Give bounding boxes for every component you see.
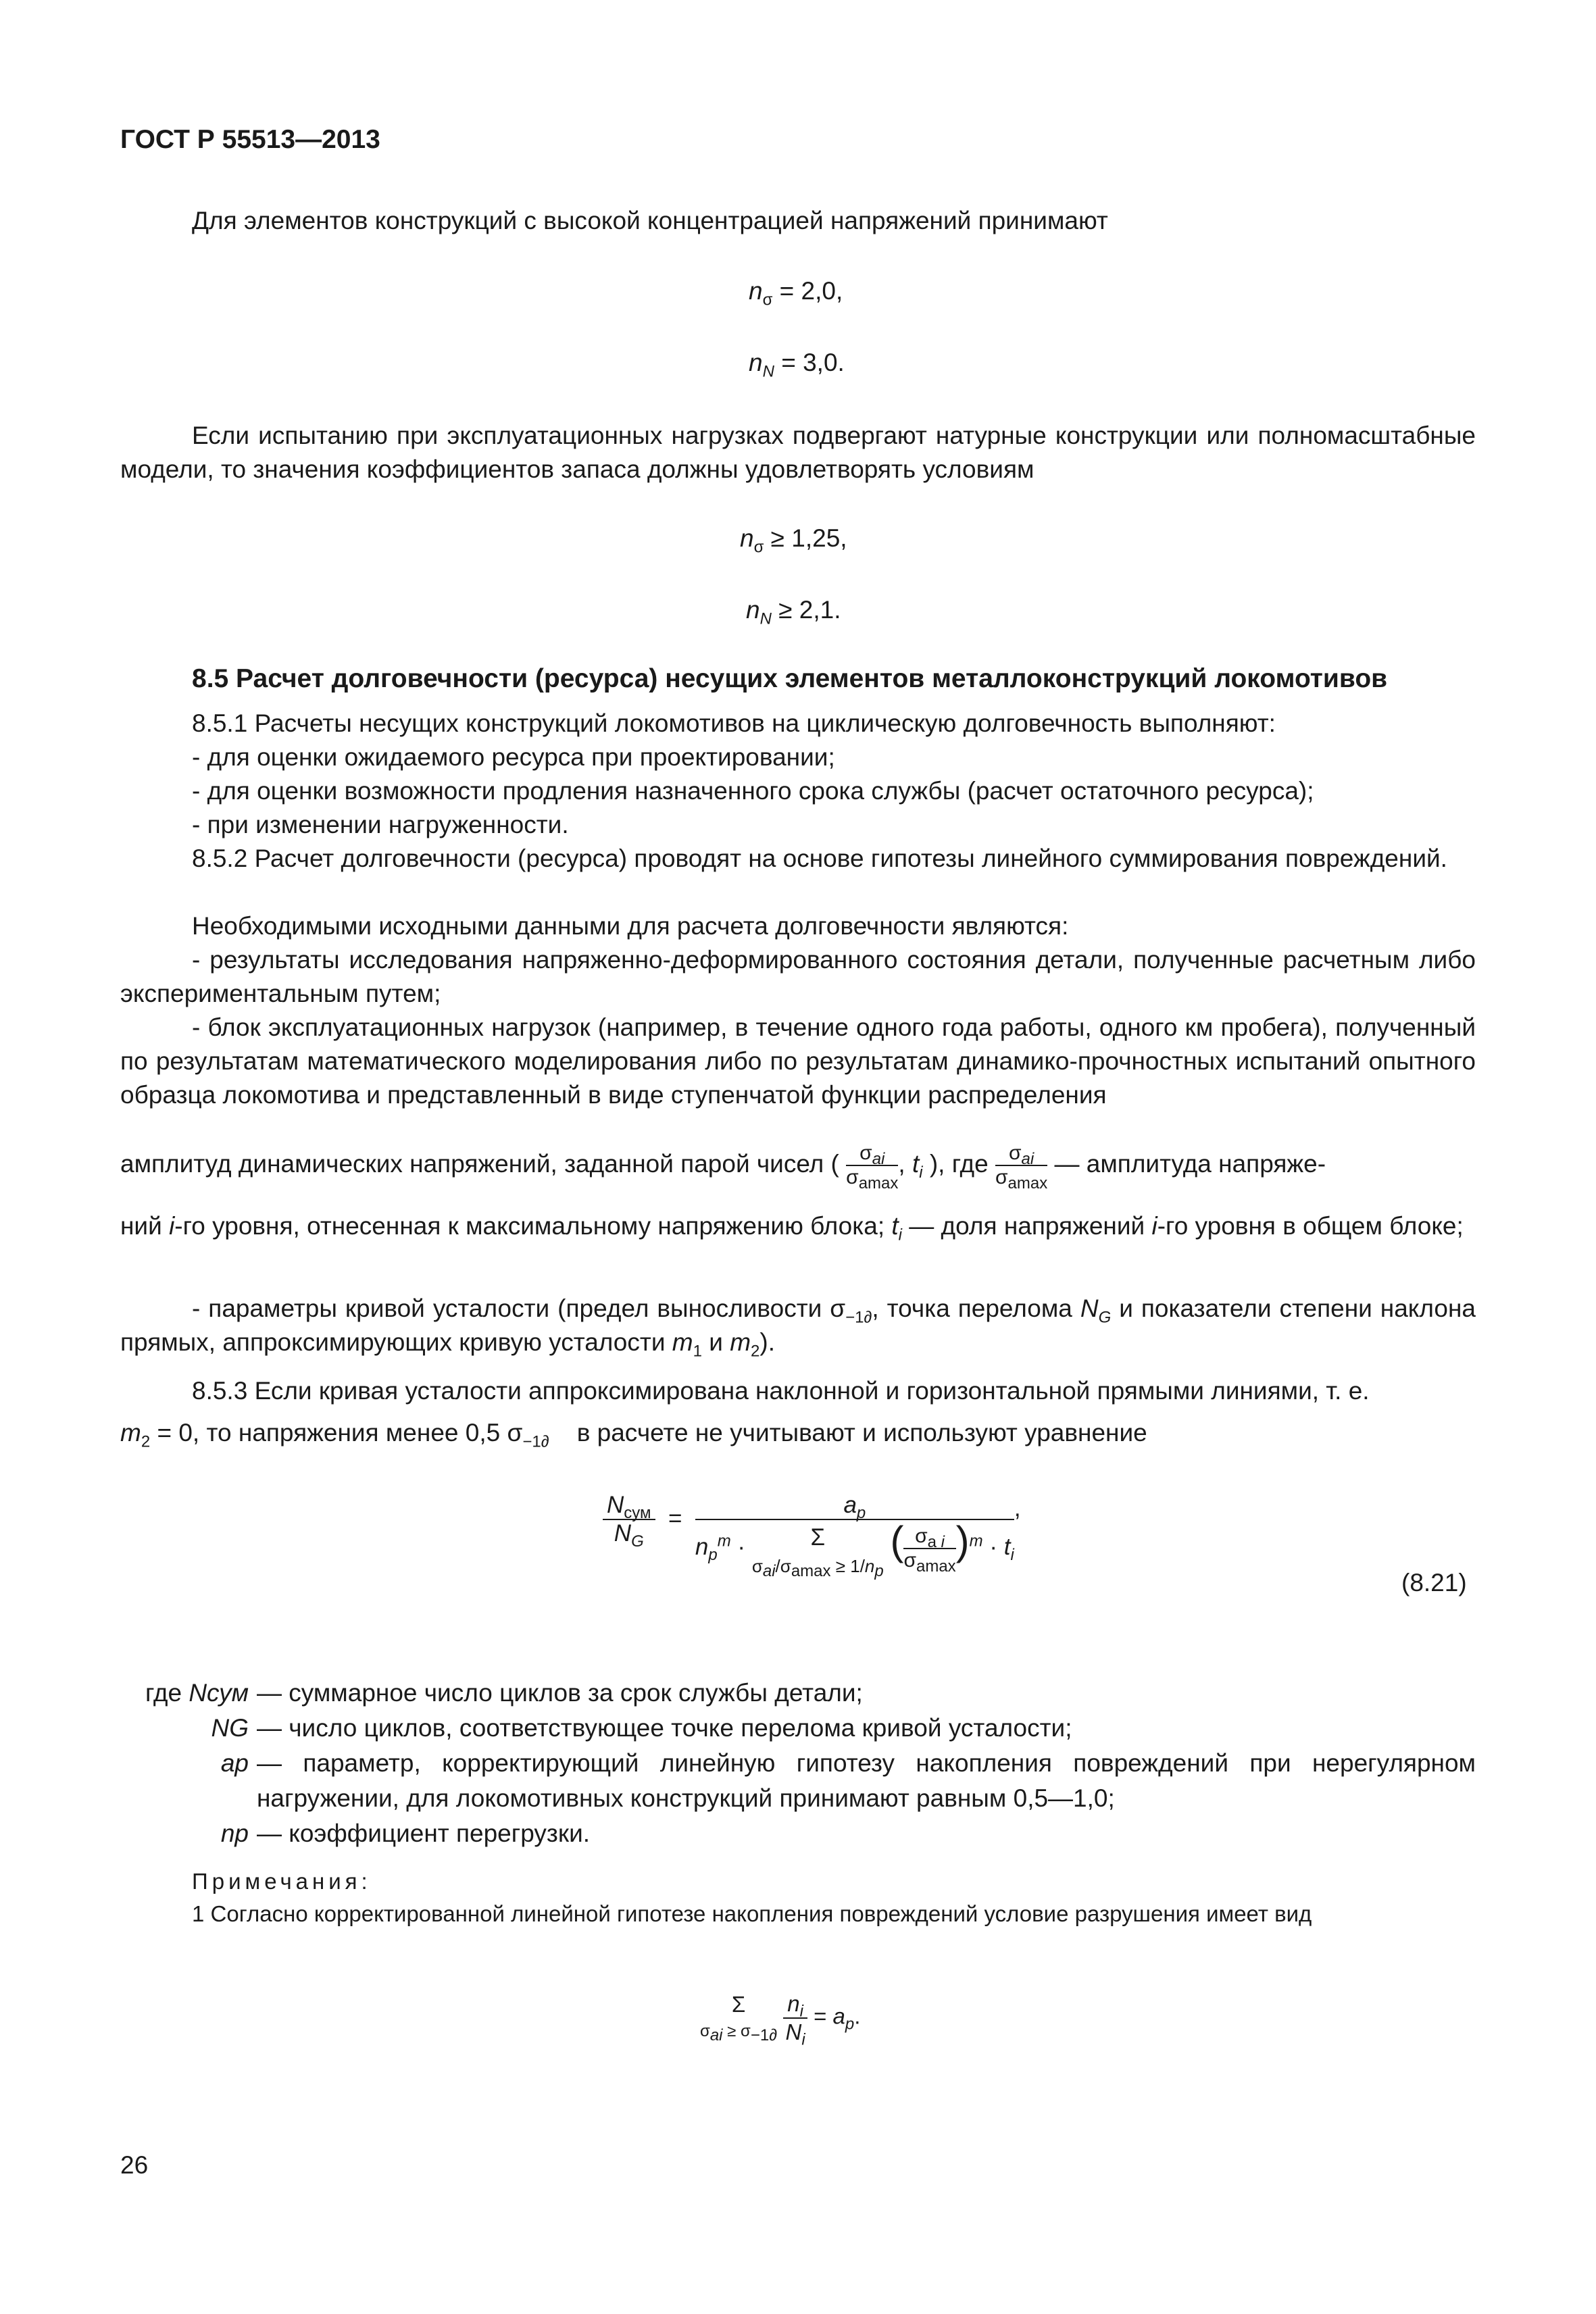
equation-n-N-1-value: = 3,0. xyxy=(781,349,845,376)
rhs-fraction: $a_p$ $n_p^m \cdot \Sigma$ $\sigma_{ai}/\sigma_{amax} \ge 1/n_p$ ( $\frac{\sigma_{a i}}{\sigma_{amax}}$ )$^m \cdot t_i$ xyxy=(695,1492,1014,1581)
list-item-extension: - для оценки возможности продления назначенного срока службы (расчет остаточного ресурса); xyxy=(192,777,1314,805)
text-amplitudes: амплитуд динамических напряжений, заданной парой чисел ( xyxy=(120,1149,839,1178)
paragraph-8-5-2: 8.5.2 Расчет долговечности (ресурса) проводят на основе гипотезы линейного суммирования повреждений. xyxy=(192,845,1447,872)
fraction-sigma-ai-over-max: $\frac{\sigma_{ai}}{\sigma_{amax}}$ xyxy=(846,1142,899,1192)
formula-8-21: $\frac{N_{сум}}{N_G}$ = $a_p$ $n_p^m \cdot \Sigma$ $\sigma_{ai}/\sigma_{amax} \ge 1/n_p$ ( $\frac{\sigma_{a i}}{\sigma_{amax}}$ )$^m \cdot t_i$ , xyxy=(603,1492,1021,1580)
equation-n-N-2-value: ≥ 2,1. xyxy=(778,596,841,624)
text-equation-used: в расчете не учитывают и используют уравнение xyxy=(576,1419,1147,1447)
symbol-a-p: ap xyxy=(220,1749,249,1777)
definition-n-p xyxy=(120,1816,1476,1851)
definition-text-n-p: — коэффициент перегрузки. xyxy=(257,1819,591,1847)
paragraph-input-data: Необходимыми исходными данными для расчета долговечности являются: xyxy=(192,912,1069,940)
standard-header: ГОСТ Р 55513—2013 xyxy=(120,125,380,154)
equation-n-N-2: $n_N \ge 2,1$. xyxy=(746,596,841,628)
text-ni: ний xyxy=(120,1212,162,1240)
list-item-fatigue-curve: - параметры кривой усталости (предел выносливости $\sigma_{-1\partial}$, точка перелома $N_G$ и показатели степени наклона прямых, аппроксимирующих кривую усталости $m_1$ и $m_2$). xyxy=(120,1294,1476,1361)
symbol-N-G: NG xyxy=(211,1714,249,1742)
text-close: ). xyxy=(759,1328,776,1356)
text-endurance-limit: - параметры кривой усталости (предел выносливости xyxy=(192,1294,822,1322)
symbol-n-p: np xyxy=(220,1819,249,1847)
text-stress-share: — доля напряжений xyxy=(909,1212,1145,1240)
definitions-list xyxy=(120,1676,1476,1851)
symbol-N-sum: Nсум xyxy=(189,1679,249,1707)
equation-n-N-1: $n_N = 3,0$. xyxy=(749,349,845,381)
section-heading-8-5: 8.5 Расчет долговечности (ресурса) несущих элементов металлоконструкций локомотивов xyxy=(192,664,1388,693)
fraction-sigma-ai-over-max-2: $\frac{\sigma_{ai}}{\sigma_{amax}}$ xyxy=(995,1142,1048,1192)
list-item-stress-state: - результаты исследования напряженно-деформированного состояния детали, полученные расчетным либо экспериментальным путем; xyxy=(120,946,1476,1007)
list-item-load-block: - блок эксплуатационных нагрузок (например, в течение одного года работы, одного км пробега), полученный по результатам математического моделирования либо по результатам динамико-прочностных испытаний опытного образца локомотива и представленный в виде ступенчатой функции распределения xyxy=(120,1013,1476,1109)
text-break-point: , точка перелома xyxy=(872,1294,1072,1322)
definition-text-a-p: — параметр, корректирующий линейную гипотезу накопления повреждений при нерегулярном нагружении, для локомотивных конструкций принимают равным 0,5—1,0; xyxy=(257,1749,1476,1812)
note-1: 1 Согласно корректированной линейной гипотезе накопления повреждений условие разрушения имеет вид xyxy=(192,1901,1312,1926)
text-and: и xyxy=(709,1328,723,1356)
definition-text-N-G: — число циклов, соответствующее точке перелома кривой усталости; xyxy=(257,1714,1072,1742)
list-item-design: - для оценки ожидаемого ресурса при проектировании; xyxy=(192,743,835,771)
lhs-fraction: $\frac{N_{сум}}{N_G}$ xyxy=(603,1492,655,1547)
definition-N-sum xyxy=(120,1676,1476,1711)
paragraph-8-5-3: 8.5.3 Если кривая усталости аппроксимирована наклонной и горизонтальной прямыми линиями, т. е. xyxy=(192,1377,1370,1405)
text-m2-zero: = 0, то напряжения менее 0,5 xyxy=(157,1419,501,1447)
line-m2-zero: $m_2 = 0$, то напряжения менее 0,5 $\sigma_{-1\partial}$ в расчете не учитывают и используют уравнение xyxy=(120,1419,1147,1451)
text-level-relative: -го уровня, отнесенная к максимальному напряжению блока; xyxy=(174,1212,885,1240)
notes-title: Примечания: xyxy=(192,1869,372,1894)
where-label: где xyxy=(145,1679,182,1707)
paragraph-full-scale-tests: Если испытанию при эксплуатационных нагрузках подвергают натурные конструкции или полномасштабные модели, то значения коэффициентов запаса должны удовлетворять условиям xyxy=(120,422,1476,483)
text-amplitude-stress: — амплитуда напряже- xyxy=(1054,1149,1326,1178)
paragraph-8-5-1: 8.5.1 Расчеты несущих конструкций локомотивов на циклическую долговечность выполняют: xyxy=(192,709,1276,737)
paragraph-high-concentration: Для элементов конструкций с высокой концентрацией напряжений принимают xyxy=(192,207,1108,234)
definition-text-N-sum: — суммарное число циклов за срок службы детали; xyxy=(257,1679,863,1707)
equation-n-sigma-1-value: = 2,0, xyxy=(779,277,843,305)
text-where: ), где xyxy=(929,1149,989,1178)
line-amplitude-pair: амплитуд динамических напряжений, заданной парой чисел ( $\frac{\sigma_{ai}}{\sigma_{amax}}$ , $t_i$ ), где $\frac{\sigma_{ai}}{\sigma_{amax}}$ — амплитуда напряже- xyxy=(120,1142,1326,1192)
equation-n-sigma-1: $n_\sigma = 2,0$, xyxy=(749,277,843,309)
equation-n-sigma-2-value: ≥ 1,25, xyxy=(770,524,847,552)
text-slope-indices: и показатели степени наклона прямых, аппроксимирующих кривую усталости xyxy=(120,1294,1476,1356)
definition-a-p xyxy=(120,1746,1476,1816)
line-level-fraction: ний i-го уровня, отнесенная к максимальному напряжению блока; $t_i$ — доля напряжений i-го уровня в общем блоке; xyxy=(120,1212,1464,1244)
formula-failure-condition: Σ $\sigma_{ai} \ge \sigma_{-1\partial}$ $\frac{n_i}{N_i}$ = $a_p$. xyxy=(700,1991,861,2049)
list-item-load-change: - при изменении нагруженности. xyxy=(192,811,569,838)
equation-n-sigma-2: $n_\sigma \ge 1,25$, xyxy=(740,524,847,557)
page-number: 26 xyxy=(120,2151,149,2179)
definition-N-G xyxy=(120,1711,1476,1746)
text-level-total: -го уровня в общем блоке; xyxy=(1157,1212,1464,1240)
formula-number: (8.21) xyxy=(1401,1569,1467,1596)
